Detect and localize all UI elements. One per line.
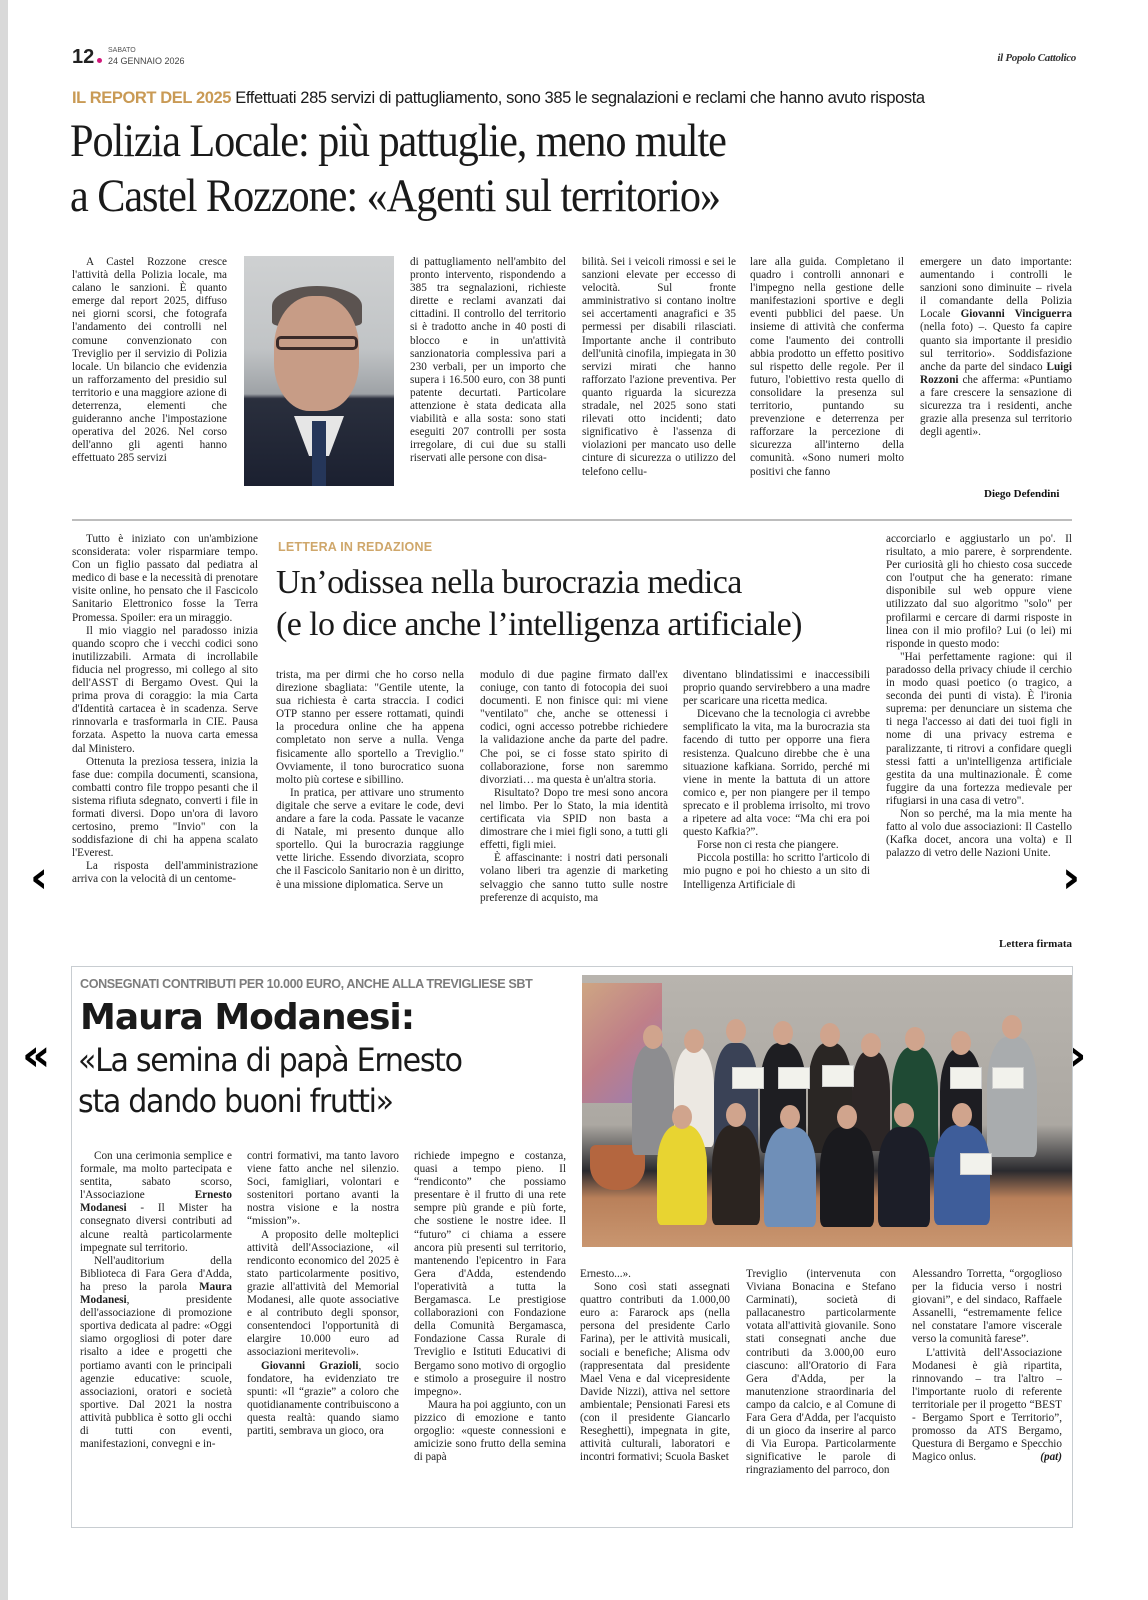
person-name: Giovanni Vinciguerra [960, 308, 1072, 321]
organization-name: Ernesto Modanesi [80, 1189, 232, 1215]
person-name: Luigi Rozzoni [920, 360, 1072, 386]
person-name: Giovanni Grazioli [261, 1359, 359, 1372]
article2-column-3: modulo di due pagine firmato dall'ex coniuge, con tanto di fotocopia dei suoi documenti. E non finisce qui: mi viene "ventilato" che, anche se ottenessi i codici, ogni accesso potrebbe richiedere la validazione anche da parte del padre. Che poi, se ci fosse stato spirito di collaborazione, forse non saremmo divorziati… ma questa è un'altra storia. Risultato? Dopo tre mesi sono ancora nel limbo. Per lo Stato, la mia identità certificata via SPID non basta a dimostrare che i miei figli sono, a tutti gli effetti, figli miei. È affascinante: i nostri dati personali volano liberi tra agenzie di marketing selvaggio che sanno tutto sulle nostre preferenze di acquisto, ma [480, 669, 668, 904]
article2-signoff: Lettera firmata [999, 938, 1072, 950]
first-page-arrow-icon[interactable]: « [22, 1030, 37, 1081]
article1-headline-line2: a Castel Rozzone: «Agenti sul territorio» [70, 170, 720, 222]
article1-column-5: emergere un dato importante: aumentando i controlli le sanzioni sono diminuite – rivela il comandante della Polizia Locale Giovanni Vinciguerra (nella foto) –. Questo fa capire quanto sia importante il presidio sul territorio». Soddisfazione anche da parte del sindaco Luigi Rozzoni che afferma: «Puntiamo a fare crescere la sensazione di sicurezza tra i residenti, anche grazie alla presenza sul territorio degli agenti». [920, 256, 1072, 439]
article1-photo-commander [244, 256, 394, 486]
next-page-arrow-icon[interactable]: › [1062, 852, 1081, 903]
weekday: SABATO [108, 47, 136, 54]
article2-headline [276, 562, 802, 646]
article2-column-2: trista, ma per dirmi che ho corso nella direzione sbagliata: "Gentile utente, la sua richiesta è carta straccia. I codici OTP stanno per essere rottamati, quindi la procedura online che ha appena completato non serve a nulla. Venga fisicamente allo sportello a Treviglio." Ovviamente, il tono burocratico suona molto più cortese e sibillino. In pratica, per attivare uno strumento digitale che serve a evitare le code, devi andare a fare la coda. Passate le vacanze di Natale, mi presento dunque allo sportello. Qui la burocrazia raggiunge vette liriche. Essendo divorziata, scopro che il Fascicolo Sanitario non è un diritto, è una missione diplomatica. Serve un [276, 669, 464, 891]
article1-headline [70, 114, 979, 224]
article1-byline: Diego Defendini [984, 488, 1060, 500]
article3-column-1: Con una cerimonia semplice e formale, ma molto partecipata e sentita, sabato scorso, l'Associazione Ernesto Modanesi - Il Mister ha consegnato diversi contributi ad alcune realtà particolarmente impegnate sul territorio. Nell'auditorium della Biblioteca di Fara Gera d'Adda, ha preso la parola Maura Modanesi, presidente dell'associazione di promozione sportiva dedicata al padre: «Oggi siamo orgogliosi di poter dare risalto a idee e progetti che portiamo avanti con le principali agenzie educative: scuole, associazioni, oratori e società sportive. Dal 2021 la nostra attività pubblica è sotto gli occhi di tutti con eventi, manifestazioni, convegni e in- [80, 1150, 232, 1451]
section-divider [72, 519, 1072, 521]
article2-headline-line1: Un’odissea nella burocrazia medica [276, 564, 742, 601]
article1-column-1: A Castel Rozzone cresce l'attività della Polizia locale, ma calano le sanzioni. È quanto emerge dal report 2025, diffuso nei giorni scorsi, che fotografa l'andamento dei controlli nel comune convenzionato con Treviglio per il servizio di Polizia locale. Un bilancio che evidenzia un rafforzamento del presidio sul territorio e una maggiore azione di deterrenza, elementi che guideranno anche l'impostazione operativa del 2026. Nel corso dell'anno gli agenti hanno effettuato 285 servizi [72, 256, 228, 465]
article3-headline-quote: «La semina di papà Ernesto sta dando buoni frutti» [78, 1041, 462, 1120]
newspaper-brand: il Popolo Cattolico [997, 52, 1076, 64]
article2-kicker: LETTERA IN REDAZIONE [278, 540, 433, 554]
article2-column-4: diventano blindatissimi e inaccessibili proprio quando servirebbero a una madre per scaricare una ricetta medica. Dicevano che la tecnologia ci avrebbe semplificato la vita, ma la burocrazia sta facendo di tutto per opporre una fiera resistenza. Qualcuno direbbe che è una situazione kafkiana. Sorrido, perché mi viene in mente la battuta di un attore comico e, per non piangere per il tempo sprecato e il problema irrisolto, mi trovo a ripetere ad alta voce: “Ma chi era poi questo Kafkia?”. Forse non ci resta che piangere. Piccola postilla: ho scritto l'articolo di mio pugno e poi ho chiesto a un sito di Intelligenza Artificiale di [683, 669, 870, 891]
article3-signoff: (pat) [1040, 1451, 1062, 1464]
article2-column-1: Tutto è iniziato con un'ambizione sconsiderata: voler risparmiare tempo. Con un figlio passato dal pediatra al medico di base e la necessità di prenotare visite online, ho pensato che il Fascicolo Sanitario Elettronico fosse la Terra Promessa. Spoiler: era un miraggio. Il mio viaggio nel paradosso inizia quando scopro che i vecchi codici sono inutilizzabili. Armata di incrollabile fiducia nel progresso, mi collego al sito dell'ASST di Bergamo Ovest. Qui la prima prova di coraggio: la mia Carta d'Identità cartacea è in scadenza. Serve rinnovarla e trasformarla in CIE. Pausa forzata. Aspetto la nuova carta emessa dal Ministero. Ottenuta la preziosa tessera, inizia la fase due: compila documenti, scansiona, combatti contro file troppo pesanti che il sistema rifiuta sdegnato, converti i file in formati diversi. Dopo un'ora di lavoro certosino, premo "Invio" con la soddisfazione di chi ha appena scalato l'Everest. La risposta dell'amministrazione arriva con la velocità di un centome- [72, 533, 258, 886]
page-number: 12 [72, 46, 95, 68]
article1-column-2: di pattugliamento nell'ambito del pronto intervento, rispondendo a 385 tra segnalazioni, richieste dirette e reclami avanzati dai cittadini. Il controllo del territorio si è tradotto anche in 40 posti di blocco e in un'attività sanzionatoria complessiva pari a 230 verbali, per un importo che supera i 16.500 euro, con 38 punti patente decurtati. Particolare attenzione è stata dedicata alla viabilità e alla sosta: sono stati eseguiti 207 controlli per sosta irregolare, di cui due su stalli riservati alle persone con disa- [410, 256, 566, 465]
article1-kicker-text: Effettuati 285 servizi di pattugliamento, sono 385 le segnalazioni e reclami che hanno avuto risposta [235, 89, 925, 107]
article2-column-5: accorciarlo e aggiustarlo un po'. Il risultato, a mio parere, è sorprendente. Per curiosità gli ho chiesto cosa succede con l'output che ha generato: rimane disponibile sul web oppure viene utilizzato dal suo algoritmo "solo" per profilarmi e cercare di darmi risposte in linea con il mio profilo? Lui (o lei) mi risponde in questo modo: "Hai perfettamente ragione: qui il paradosso della privacy chiude il cerchio in modo quasi poetico (o tragico, a seconda dei punti di vista). È l'ironia suprema: per denunciare un sistema che ti nega l'accesso ai dati dei tuoi figli in nome di una privacy estrema e paralizzante, ti ritrovi a confidare quegli stessi fatti a un'intelligenza artificiale gestita da una multinazionale. È come fuggire da una fortezza medievale per rifugiarsi in una casa di vetro". Non so perché, ma la mia mente ha fatto al volo due associazioni: Il Castello (Kafka docet, ancora una volta) e Il palazzo di vetro delle Nazioni Unite. [886, 533, 1072, 860]
previous-page-arrow-icon[interactable]: ‹ [30, 852, 49, 903]
article3-column-2: contri formativi, ma tanto lavoro viene fatto anche nel silenzio. Soci, famigliari, volontari e sostenitori portano avanti la nostra visione e la nostra “mission”». A proposito delle molteplici attività dell'Associazione, «il rendiconto economico del 2025 è stato particolarmente positivo, grazie all'attività del Memorial Modanesi, alle quote associative e al contributo degli sponsor, consentendoci l'opportunità di elargire 10.000 euro ad associazioni meritevoli». Giovanni Grazioli, socio fondatore, ha evidenziato tre spunti: «Il “grazie” a coloro che quotidianamente contribuiscono a questa realtà: quando siamo partiti, sembrava un gioco, ora [247, 1150, 399, 1437]
article3-column-4: Ernesto...». Sono così stati assegnati quattro contributi da 1.000,00 euro a: Fararock aps (nella persona del presidente Carlo Farina), per le attività musicali, sociali e benefiche; Alisma odv (rappresentata dal presidente Mael Vena e dal vicepresidente Davide Nizzi), attiva nel settore ambientale; Pensionati Faresi ets (con il presidente Giancarlo Reseghetti), impegnata in gite, attività culturali, laboratori e incontri formativi; Scuola Basket [580, 1268, 730, 1464]
person-name: Maura Modanesi [80, 1280, 232, 1307]
masthead [72, 46, 1076, 72]
article3-kicker: CONSEGNATI CONTRIBUTI PER 10.000 EURO, ANCHE ALLA TREVIGLIESE SBT [80, 977, 533, 991]
article1-column-4: lare alla guida. Completano il quadro i controlli annonari e l'impegno nella gestione delle manifestazioni sportive e degli eventi pubblici del paese. Un insieme di attività che conferma come l'aumento dei controlli abbia prodotto un effetto positivo sul rispetto delle regole. Per il futuro, l'obiettivo resta quello di consolidare la presenza sul territorio, puntando su prevenzione e deterrenza per rafforzare la percezione di sicurezza all'interno della comunità. «Sono numeri molto positivi che fanno [750, 256, 904, 478]
article3-group-photo [582, 975, 1072, 1247]
article1-kicker [72, 89, 1082, 108]
article1-headline-line1: Polizia Locale: più pattuglie, meno multe [70, 115, 726, 167]
article1-column-3: bilità. Sei i veicoli rimossi e sei le sanzioni elevate per eccesso di velocità. Sul fronte amministrativo si contano inoltre sei accertamenti anagrafici e 35 permessi per disabili rilasciati. Importante anche il contributo dell'unità cinofila, impiegata in 30 servizi mirati che hanno rafforzato l'azione preventiva. Per quanto riguarda la sicurezza stradale, nel 2025 sono stati rilevati otto incidenti; dato significativo è l'assenza di violazioni per mancato uso delle cinture di sicurezza o utilizzo del telefono cellu- [582, 256, 736, 478]
article1-kicker-label: IL REPORT DEL 2025 [72, 89, 232, 107]
article3-column-5: Treviglio (intervenuta con Viviana Bonacina e Stefano Carminati), società di pallacanestro particolarmente votata all'attività giovanile. Sono stati consegnati anche due contributi da 3.000,00 euro ciascuno: all'Oratorio di Fara Gera d'Adda, per la manutenzione straordinaria del campo da calcio, e al Comune di Fara Gera d'Adda, per l'acquisto di un gioco da inserire al parco di Via Europa. Particolarmente significative le parole di ringraziamento del parroco, don [746, 1268, 896, 1477]
article3-column-6: Alessandro Torretta, “orgoglioso per la fiducia verso i nostri giovani”, e del sindaco, Raffaele Assanelli, “estremamente felice nel constatare l'amore viscerale verso la comunità farese”. L'attività dell'Associazione Modanesi è già ripartita, rinnovando – tra l'altro – l'importante ruolo di referente territoriale per il progetto “BEST - Bergamo Sport e Territorio”, promosso da ATS Bergamo, Questura di Bergamo e Specchio Magico onlus. (pat) [912, 1268, 1062, 1464]
article2-headline-line2: (e lo dice anche l’intelligenza artificiale) [276, 606, 802, 643]
issue-date: 24 GENNAIO 2026 [108, 56, 185, 66]
article3-column-3: richiede impegno e costanza, quasi a tempo pieno. Il “rendiconto” che possiamo presentare è il frutto di una rete sempre più grande e più forte, che sostiene le nostre idee. Il “futuro” ci chiama a essere ancora più presenti sul territorio, mantenendo l'epicentro in Fara Gera d'Adda, estendendo l'operatività a tutta la Bergamasca. Le prestigiose collaborazioni con Fondazione della Comunità Bergamasca, Fondazione Cassa Rurale di Treviglio e Istituti Educativi di Bergamo sono motivo di orgoglio e stimolo a proseguire il nostro impegno». Maura ha poi aggiunto, con un pizzico di emozione e tanto orgoglio: «queste connessioni e amicizie sono frutto della semina di papà [414, 1150, 566, 1464]
accent-dot-icon [97, 58, 102, 63]
article3-headline-name: Maura Modanesi: [80, 997, 415, 1038]
